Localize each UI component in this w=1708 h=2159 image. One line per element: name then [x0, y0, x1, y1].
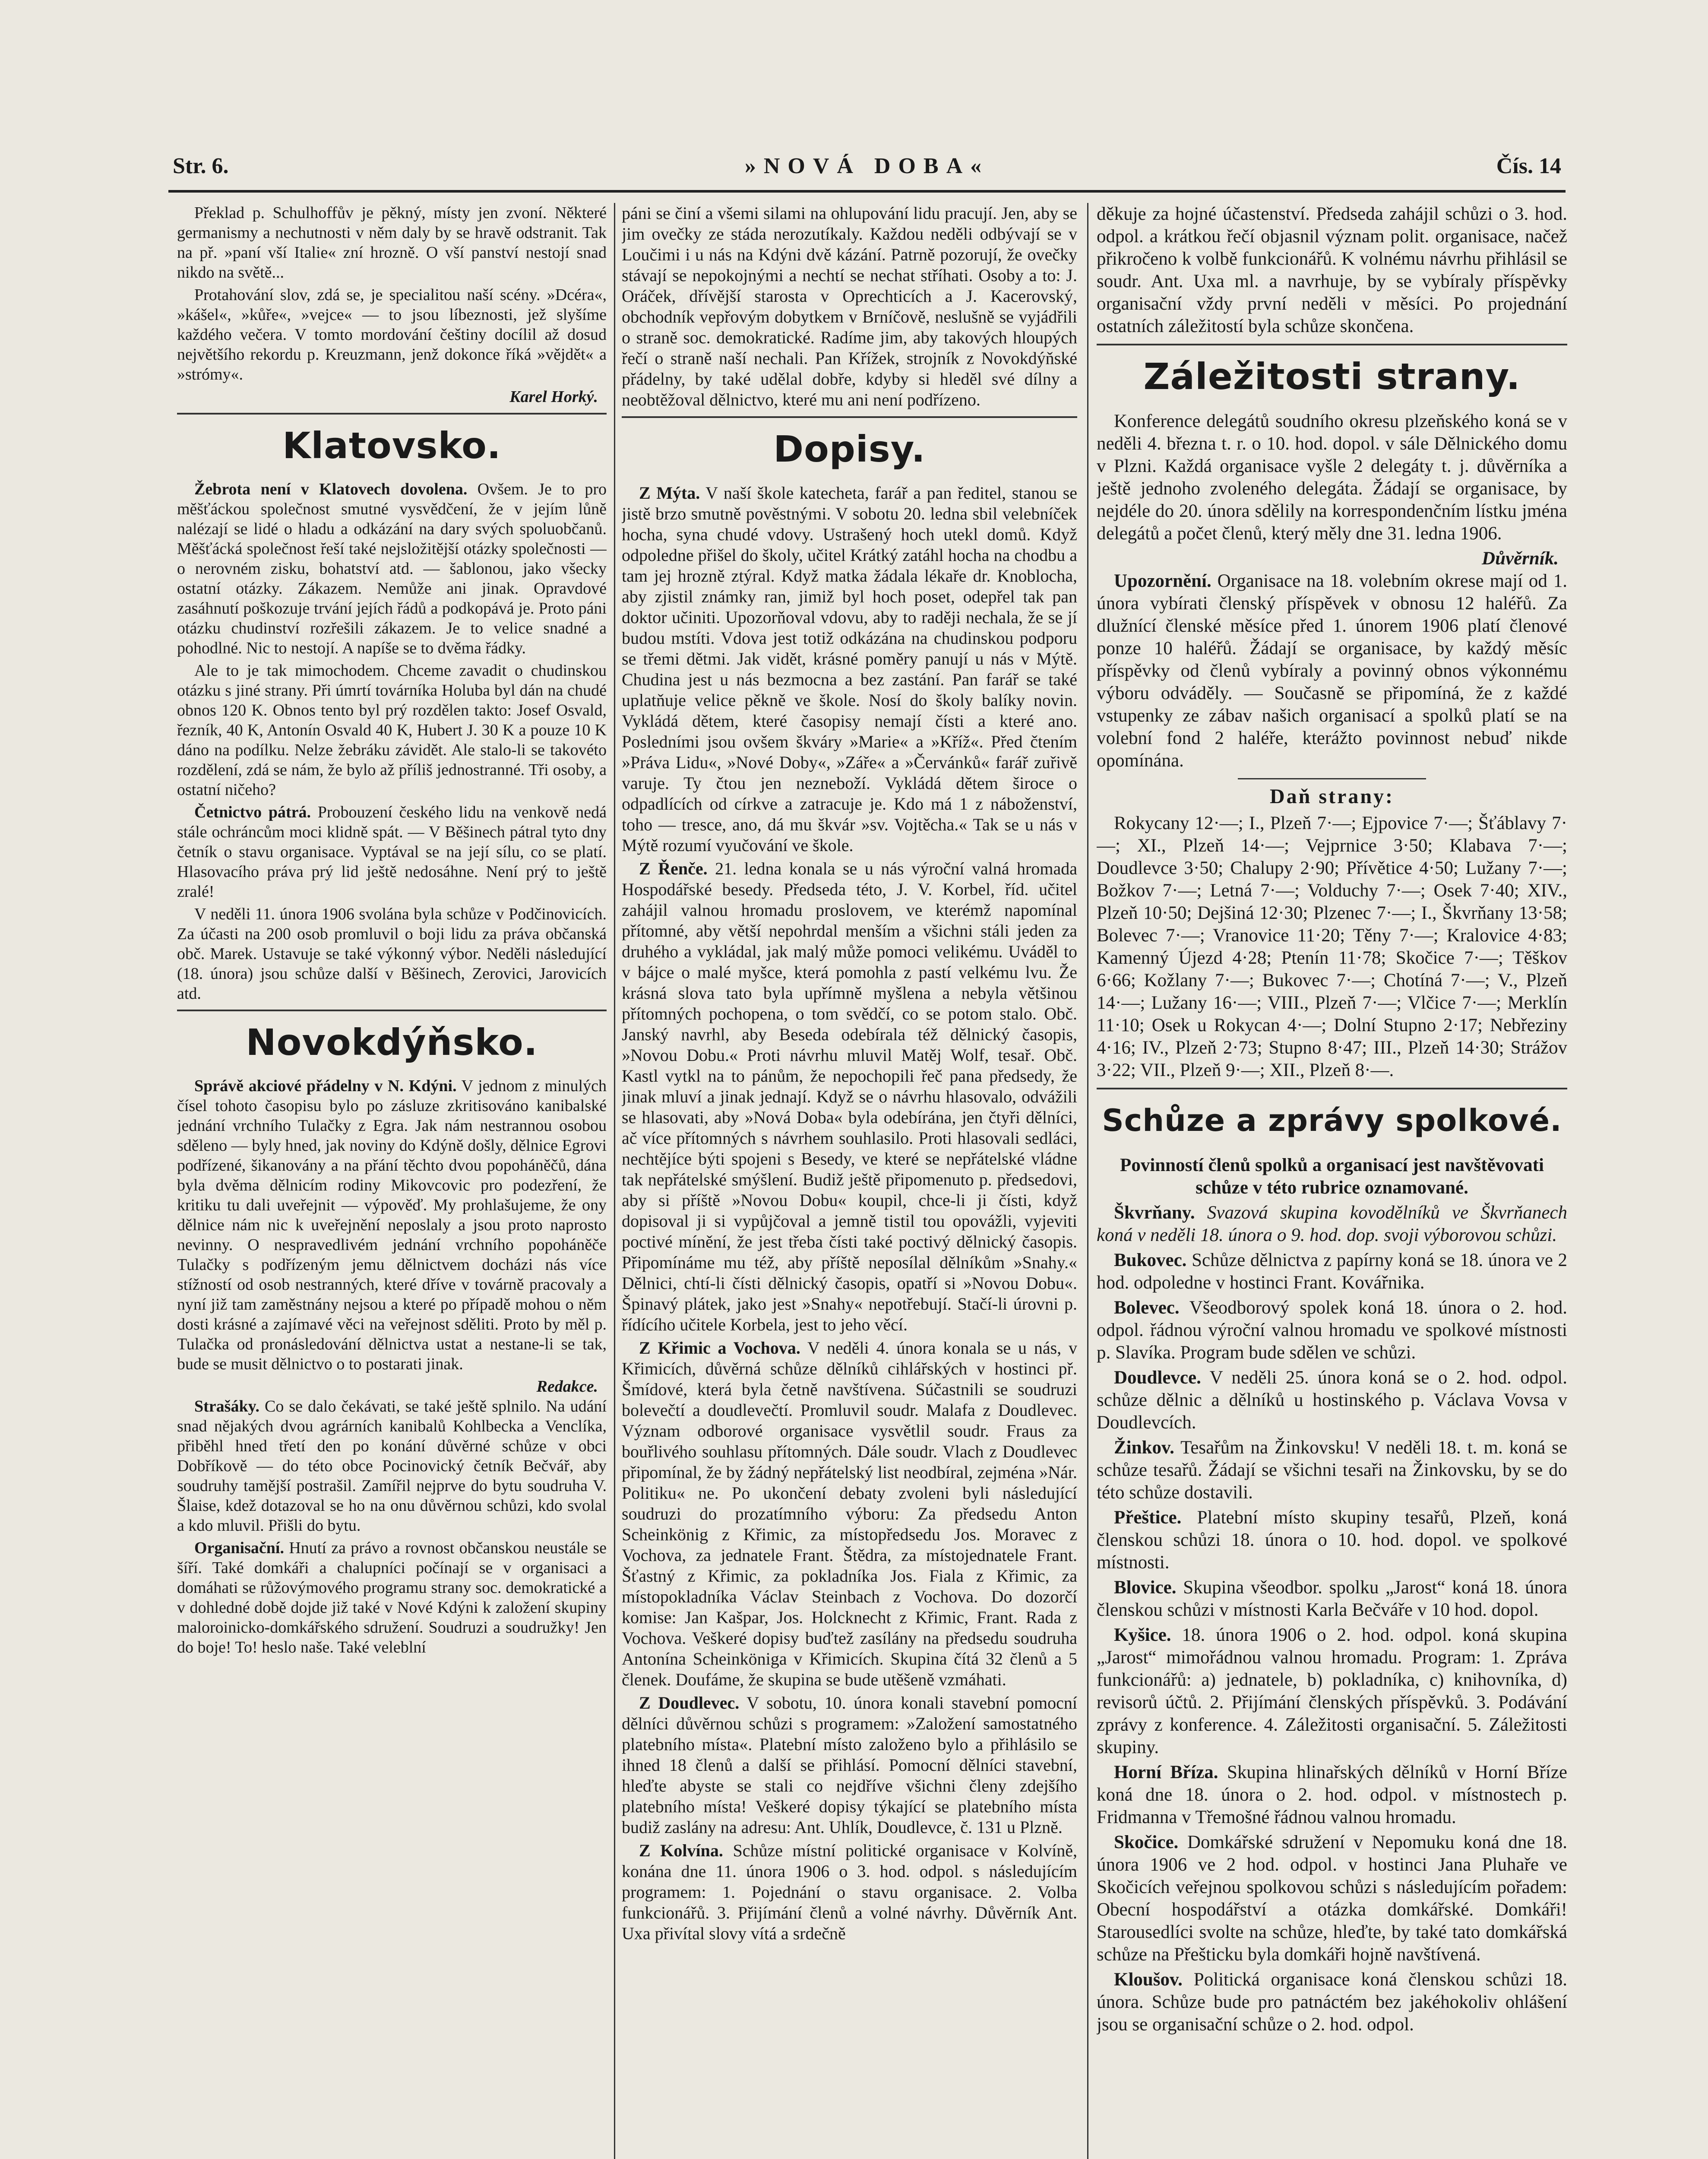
article-text: Ovšem. Je to pro měšťáckou společnost smutné vysvědčení, že v jejím lůně nalézají se lidé o hladu a odkázání na dary svých spoluobčanů. Měšťácká společnost řeší také nejsložitější otázky společnosti — o nerovném zisku, bohatství atd. — šablonou, jako všecky ostatní otázky. Zákazem. Nemůže ani jinak. Opravdové zasáhnutí poškozuje trvání jejích řádů a podkopává je. Proto páni otázku chudinství rozřešili zákazem. Je to velice snadné a pohodlné. Nic to nestojí. A napíše se to dvěma řádky.	[177, 480, 607, 657]
meeting-notice	[1097, 1249, 1567, 1294]
meeting-notice	[1097, 1202, 1567, 1247]
meeting-text: Politická organisace koná členskou schůzi 18. února. Schůze bude pro patnáctém bez jakéhokoliv ohlášení jsou se organisační schůze o 2. hod. odpol.	[1097, 1969, 1567, 2035]
letter-place: Z Řenče.	[639, 859, 708, 878]
article-text: Hnutí za právo a rovnost občanskou neustále se šíří. Také domkáři a chalupníci počínají se v organisaci a domáhati se růžovýmového programu strany soc. demokratické a v dohledné době dojde již také v Nové Kdýni k založení skupiny maloroinicko-domkářského sdružení. Soudruzi a soudružky! Jen do boje! To! heslo naše. Také veleblní	[177, 1539, 607, 1656]
page-header	[173, 153, 1561, 192]
article-lead: Žebrota není v Klatovech dovolena.	[194, 480, 468, 498]
meeting-place: Kyšice.	[1114, 1625, 1171, 1645]
letter-text: Schůze místní politické organisace v Kolvíně, konána dne 11. února 1906 o 3. hod. odpol. s následujícím programem: 1. Pojednání o stavu organisace. 2. Volba funkcionářů. 3. Přijímání členů a volné návrhy. Důvěrník Ant. Uxa přivítal slovy vítá a srdečně	[622, 1841, 1077, 1943]
meeting-text: Tesařům na Žinkovsku! V neděli 18. t. m. koná se schůze tesařů. Žádají se všichni tesaři na Žinkovsku, by se do této schůze dostavili.	[1097, 1437, 1567, 1503]
column-1	[177, 203, 607, 2159]
letter-paragraph	[622, 1338, 1077, 1690]
letter-paragraph	[622, 483, 1077, 856]
meeting-notice	[1097, 1577, 1567, 1621]
letter-place: Z Křimic a Vochova.	[639, 1338, 800, 1358]
article-paragraph	[177, 1076, 607, 1374]
editor-signature: Redakce.	[536, 1377, 598, 1396]
article-lead: Organisační.	[194, 1539, 284, 1557]
article-lead: Správě akciové přádelny v N. Kdýni.	[194, 1077, 457, 1095]
meeting-notice	[1097, 1624, 1567, 1759]
section-heading-zalezitosti: Záležitosti strany.	[1143, 355, 1521, 398]
meeting-place: Žinkov.	[1114, 1437, 1174, 1458]
meeting-text: Svazová skupina kovodělníků ve Škvrňanech koná v neděli 18. února o 9. hod. dop. svoji výborovou schůzi.	[1097, 1203, 1567, 1245]
article-paragraph	[177, 1538, 607, 1657]
section-separator	[177, 1010, 607, 1011]
article-lead: Strašáky.	[194, 1397, 259, 1415]
article-paragraph: páni se činí a všemi silami na ohlupování lidu pracují. Jen, aby se jim ovečky ze stáda nerozutíkaly. Každou neděli odbývají se v Loučimi i u nás na Kdýni dvě kázání. Patrně pozorují, že ovečky stávají se nepokojnými a nechtí se nechat stříhati. Osoby a to: J. Oráček, dřívější starosta v Oprechticích a J. Kacerovský, obchodník vepřovým dobytkem v Brníčově, neslušně se vyjádřili o straně soc. demokratické. Radíme jim, aby takových hloupých řečí o straně naší nechali. Pan Křížek, strojník z Novokdýňské přádelny, by také udělal dobře, kdyby si hleděl své dílny a neobtěžoval dělnictvo, které mu ani není podřízeno.	[622, 203, 1077, 409]
column-divider	[614, 203, 615, 2159]
meeting-notice	[1097, 1367, 1567, 1434]
section-separator	[1097, 1088, 1567, 1089]
notice-paragraph: Konference delegátů soudního okresu plzeňského koná se v neděli 4. března t. r. o 10. hod. dopol. v sále Dělnického domu v Plzni. Každá organisace vyšle 2 delegáty t. j. důvěrníka a ještě jednoho zvoleného delegáta. Žádají se organisace, by nejdéle do 20. února sdělily na korrespondenčním lístku jména delegátů a počet členů, který měly dne 31. ledna 1906.	[1097, 411, 1567, 544]
page-number: Str. 6.	[173, 154, 229, 178]
letter-text: V neděli 4. února konala se u nás, v Křimicích, důvěrná schůze dělníků cihlářských v hostinci př. Šmídové, která byla četně navštívena. Súčastnili se soudruzi bolevečtí a doudlevečtí. Promluvil soudr. Malafa z Doudlevec. Význam odborové organisace vysvětlil soudr. Fraus za bouřlivého souhlasu přítomných. Dále soudr. Vlach z Doudlevec připomínal, že by žádný nepřátelský list neodbíral, zejména »Nár. Politiku« ne. Po ukončení debaty zvoleni byli následující soudruzi do prozatímního výboru: Za předsedu Anton Scheinkönig z Křimic, za místopředsedu Jos. Moravec z Vochova, za jednatele Frant. Štědra, za místojednatele Frant. Šťastný z Křimic, za pokladníka Jos. Fiala z Křimic, za místopokladníka Václav Steinbach z Vochova. Do dozorčí komise: Jan Kašpar, Jos. Holcknecht z Křimic, Frant. Rada z Vochova. Veškeré dopisy buďtež zasílány na předsedu soudruha Antonína Scheinköniga v Křimicích. Skupina čítá 32 členů a 5 členek. Doufáme, že skupina se bude utěšeně vzmáhati.	[622, 1338, 1077, 1689]
meeting-text: Domkářské sdružení v Nepomuku koná dne 18. února 1906 ve 2 hod. odpol. v hostinci Jana Pluhaře ve Skočicích veřejnou spolkovou schůzi s následujícím pořadem: Obecní hospodářství a otázka domkářské. Domkáři! Starousedlíci svolte na schůze, hleďte, by také tato domkářská schůze na Přešticku byla domkáři hojně navštívená.	[1097, 1832, 1567, 1965]
article-paragraph: děkuje za hojné účastenství. Předseda zahájil schůzi o 3. hod. odpol. a krátkou řečí objasnil význam polit. organisace, načež přikročeno k volbě funkcionářů. K volnému návrhu přihlásil se soudr. Ant. Uxa ml. a navrhuje, by se vybíraly příspěvky organisační vždy první neděli v měsíci. Po projednání ostatních záležitostí byla schůze skončena.	[1097, 204, 1567, 336]
article-lead: Četnictvo pátrá.	[194, 803, 311, 821]
article-paragraph: Ale to je tak mimochodem. Chceme zavadit o chudinskou otázku s jiné strany. Při úmrtí továrníka Holuba byl dán na chudé obnos 120 K. Obnos tento byl prý rozdělen takto: Josef Osvald, řezník, 40 K, Antonín Osvald 40 K, Hubert J. 30 K a pouze 10 K dáno na podílku. Nelze žebráku závidět. Ale stalo-li se takovéto rozdělení, zdá se nám, že bylo až příliš jednostranné. Tři osoby, a ostatní ničeho?	[177, 662, 607, 799]
meetings-intro: Povinností členů spolků a organisací jest navštěvovati schůze v této rubrice oznamované.	[1120, 1155, 1544, 1198]
meeting-text: Platební místo skupiny tesařů, Plzeň, koná členskou schůzi 18. února o 10. hod. dopol. ve spolkové místnosti.	[1097, 1507, 1567, 1573]
column-divider	[1087, 203, 1088, 2159]
meeting-notice	[1097, 1437, 1567, 1504]
newspaper-title: »NOVÁ DOBA«	[744, 154, 990, 178]
section-separator	[622, 416, 1077, 418]
meeting-notice	[1097, 1969, 1567, 2036]
article-paragraph	[177, 1396, 607, 1535]
letter-paragraph	[622, 1840, 1077, 1944]
letter-place: Z Kolvína.	[639, 1841, 723, 1860]
meeting-place: Přeštice.	[1114, 1507, 1182, 1528]
meeting-place: Škvrňany.	[1114, 1203, 1195, 1223]
meeting-place: Blovice.	[1114, 1577, 1177, 1598]
short-separator	[1238, 778, 1426, 779]
article-text: Co se dalo čekávati, se také ještě splnilo. Na udání snad nějakých dvou agrárních kanibalů Kohlbecka a Venclíka, přiběhl hned třetí den po konání důvěrné schůze v obci Dobříkově — do této obce Pocinovický četník Bečvář, aby soudruhy tamější postrašil. Zamířil nejprve do bytu soudruha V. Šlaise, kdež dotazoval se ho na onu důvěrnou schůzi, kdo svolal a kdo mluvil. Přišli do bytu.	[177, 1397, 607, 1535]
column-2	[622, 203, 1077, 2159]
section-separator	[177, 413, 607, 415]
meeting-notice	[1097, 1831, 1567, 1966]
meeting-notice	[1097, 1507, 1567, 1574]
meeting-text: Schůze dělnictva z papírny koná se 18. února ve 2 hod. odpoledne v hostinci Frant. Kovářnika.	[1097, 1250, 1567, 1293]
letter-text: 21. ledna konala se u nás výroční valná hromada Hospodářské besedy. Předseda této, J. V. Korbel, říd. učitel zahájil valnou hromadu proslovem, ve kterémž napomínal přítomné, aby větší nepohrdal menším a všichni stáli jeden za druhého a vykládal, jak malý může pomoci velikému. Uváděl to v bájce o malé myšce, která pomohla z pastí velkému lvu. Že krásná slova tato byla upřímně myšlena a nebyla většinou přítomných pochopena, o tom svědčí, co se potom stalo. Obč. Janský navrhl, aby Beseda odebírala též dělnický časopis, »Novou Dobu.« Proti návrhu mluvil Matěj Wolf, tesař. Obč. Kastl vytkl na to pánům, že nepochopili řeč pana předsedy, že jinak mluví a jinak jednají. Když se o návrhu hlasovalo, odvážili se hlasovati, aby »Nová Doba« byla odebírána, jen čtyři dělníci, ač více přítomných s návrhem souhlasilo. Proti hlasovali sedláci, nechtějíce býti spojeni s Besedy, ve které se nepřátelské vládne tak nepřátelské smýšlení. Budiž ještě připomenuto p. předsedovi, aby si příště »Novou Dobu« koupil, chce-li ji čísti, když dopisoval ji si vypůjčoval a jemně tistil tou opovážli, vyjeviti poctivé mínění, že jest třeba čísti také poctivý dělnický časopis. Připomínáme mu též, aby příště neposílal dělníkům »Snahy.« Dělnici, chtí-li čísti dělnický časopis, opatří si »Novou Dobu«. Špinavý plátek, jako jest »Snahy« nepotřebují. Stačí-li úrovni p. řídícího učitele Korbela, jest to jeho věcí.	[622, 859, 1077, 1334]
meeting-place: Bukovec.	[1114, 1250, 1187, 1270]
section-separator	[1097, 344, 1567, 345]
notice-signature: Důvěrník.	[1482, 548, 1559, 569]
tax-heading: Daň strany:	[1269, 785, 1394, 808]
meeting-text: Skupina všeodbor. spolku „Jarost“ koná 18. února členskou schůzi v místnosti Karla Bečváře v 10 hod. dopol.	[1097, 1577, 1567, 1620]
notice-text: Organisace na 18. volebním okrese mají od 1. února vybírati členský příspěvek v obnosu 12 haléřů. Za dlužnící členské měsíce před 1. únorem 1906 platí členové ponze 10 haléřů. Žádají se organisace, by každý měsíc příspěvky od členů vybíraly a povinný obnos výkonnému výboru odváděly. — Současně se připomíná, že z každé vstupenky ze zábav našich organisací a spolků platí se na volební fond 2 haléře, kterážto povinnost nebuď nikde opomínána.	[1097, 571, 1567, 771]
letter-paragraph	[622, 1693, 1077, 1838]
review-paragraph: Překlad p. Schulhoffův je pěkný, místy jen zvoní. Některé germanismy a nechutnosti v něm daly by se hravě odstranit. Tak na př. »paní vší Italie« zní hrozně. O vší panství nestojí snad nikdo na světě...	[177, 204, 607, 282]
letter-place: Z Doudlevec.	[639, 1693, 740, 1713]
letter-paragraph	[622, 858, 1077, 1335]
issue-number: Čís. 14	[1496, 154, 1561, 178]
letter-place: Z Mýta.	[639, 483, 700, 503]
article-paragraph	[177, 479, 607, 658]
notice-lead: Upozornění.	[1114, 571, 1211, 591]
section-heading-klatovsko: Klatovsko.	[282, 424, 501, 467]
meeting-text: Všeodborový spolek koná 18. února o 2. hod. odpol. řádnou výroční valnou hromadu ve spolkové místnosti p. Slavíka. Program bude sdělen ve schůzi.	[1097, 1298, 1567, 1363]
article-paragraph: V neděli 11. února 1906 svolána byla schůze v Podčinovicích. Za účasti na 200 osob promluvil o boji lidu za práva občanská obč. Marek. Ustavuje se také výkonný výbor. Neděli následující (18. února) jsou schůze další v Běšinech, Zerovici, Jarovicích atd.	[177, 905, 607, 1003]
letter-text: V naší škole katecheta, farář a pan ředitel, stanou se jistě brzo smutně pověstnými. V sobotu 20. ledna sbil velebníček hocha, syna chudé vdovy. Ustrašený hoch utekl domů. Když odpoledne přišel do školy, učitel Krátký zatáhl hocha na chodbu a tam jej hrozně ztýral. Když matka žádala lékaře dr. Knoblocha, aby zjistil známky ran, jimiž byl hoch poset, odepřel tak pan doktor učiniti. Upozorňoval vdovu, aby to raději nechala, že se jí budou mstíti. Vdova jest totiž odkázána na chudinskou podporu se třemi dětmi. Jak vidět, krásné poměry panují u nás v Mýtě. Chudina jest u nás bezmocna a bez zastání. Pan farář se také uplatňuje velice pěkně ve škole. Nosí do školy balíky novin. Vykládá dětem, které časopisy nemají čísti a které ano. Posledními jsou ovšem škváry »Marie« a »Kříž«. Před čtením »Práva Lidu«, »Nové Doby«, »Záře« a »Červánků« farář zuřivě varuje. Ty čtou jen nezneboží. Vykládá dětem široce o odpadlících od církve a zatracuje je. Kdo má 1 z náboženství, toho — tresce, ano, dá mu škvár »sv. Vojtěcha.« Tak se u nás v Mýtě rozumí vyučování ve škole.	[622, 483, 1077, 855]
article-text: V jednom z minulých čísel tohoto časopisu bylo po zásluze zkritisováno kanibalské jednání vrchního Tulačky z Egra. Jak nám nestrannou osobou sděleno — byly hned, jak noviny do Kdýně došly, dělnice Egrovi podřízené, šikanovány a na přání těchto dvou popoháněčů, dána byla dvěma dělnicím rodiny Mikovcovic pro podezření, že kritiku tu dali uveřejnit — výpověď. My prohlašujeme, že ony dělnice nám nic k uveřejnění neposlaly a jsou proto naprosto nevinny. O nespravedlivém jednání vrchního popoháněče Tulačky s podřízeným jemu dělnictvem docházi nás více stížností od osob nestranných, které dříve v továrně pracovaly a nyní již tam zaměstnány nejsou a které po případě mohou o něm dosti krásné a zajímavé věci na veřejnost sděliti. Proto by měl p. Tulačka od pronásledování dělnictva ustat a nestane-li se tak, bude se musit dělnictvo o to postarati jinak.	[177, 1077, 607, 1373]
tax-list: Rokycany 12·—; I., Plzeň 7·—; Ejpovice 7·—; Šťáblavy 7·—; XI., Plzeň 14·—; Vejprnice 3·50; Klabava 7·—; Doudlevce 3·50; Chalupy 2·90; Přívětice 4·50; Lužany 7·—; Božkov 7·—; Letná 7·—; Volduchy 7·—; Osek 7·40; XIV., Plzeň 10·50; Dejšiná 12·30; Plzenec 7·—; I., Škvrňany 13·58; Bolevec 7·—; Vranovice 11·20; Těny 7·—; Kralovice 4·83; Kamenný Újezd 4·28; Ptenín 11·78; Skočice 7·—; Těškov 6·66; Kožlany 7·—; Bukovec 7·—; Chotíná 7·—; V., Plzeň 14·—; Lužany 16·—; VIII., Plzeň 7·—; Vlčice 7·—; Merklín 11·10; Osek u Rokycan 4·—; Dolní Stupno 2·17; Nebřeziny 4·16; IV., Plzeň 2·73; Stupno 8·47; III., Plzeň 14·30; Strážov 3·22; VII., Plzeň 9·—; XII., Plzeň 8·—.	[1097, 813, 1567, 1080]
meeting-place: Bolevec.	[1114, 1298, 1180, 1318]
meeting-text: 18. února 1906 o 2. hod. odpol. koná skupina „Jarost“ mimořádnou valnou hromadu. Program: 1. Zpráva funkcionářů: a) jednatele, b) pokladníka, c) knihovníka, d) revisorů účtů. 2. Přijímání členských příspěvků. 3. Podávání zprávy z konference. 4. Záležitosti organisační. 5. Záležitosti skupiny.	[1097, 1625, 1567, 1757]
meeting-place: Kloušov.	[1114, 1969, 1183, 1990]
meeting-place: Doudlevce.	[1114, 1368, 1201, 1388]
author-signature: Karel Horký.	[509, 388, 598, 406]
meeting-text: V neděli 25. února koná se o 2. hod. odpol. schůze dělnic a dělníků u hostinského p. Václava Vovsa v Doudlevcích.	[1097, 1368, 1567, 1433]
article-paragraph	[177, 802, 607, 902]
section-heading-novokdynsko: Novokdýňsko.	[246, 1021, 538, 1064]
meeting-text: Skupina hlinařských dělníků v Horní Bříze koná dne 18. února o 2. hod. odpol. v místnostech p. Fridmanna v Třemošné řádnou valnou hromadu.	[1097, 1762, 1567, 1827]
review-paragraph: Protahování slov, zdá se, je specialitou naší scény. »Dcéra«, »kášel«, »kůře«, »vejce« — to jsou líbeznosti, jež slyšíme každého večera. V tomto mordování češtiny docílil až dosud největšího rekordu p. Kreuzmann, jenž dokonce říká »vějdět« a »strómy«.	[177, 286, 607, 383]
column-3	[1097, 203, 1567, 2159]
letter-text: V sobotu, 10. února konali stavební pomocní dělníci důvěrnou schůzi s programem: »Založení samostatného platebního místa«. Platební místo založeno bylo a přihlásilo se ihned 18 členů a další se přihlásí. Pomocní dělníci stavební, hleďte abyste se stali co nejdříve všichni členy zdejšího platebního místa! Veškeré dopisy týkající se platebního místa budiž zaslány na adresu: Ant. Uhlík, Doudlevce, č. 131 u Plzně.	[622, 1693, 1077, 1837]
meeting-place: Skočice.	[1114, 1832, 1179, 1852]
article-text: Probouzení českého lidu na venkově nedá stále ochráncům moci klidně spát. — V Běšinech pátral tyto dny četník o stavu organisace. Vyptával se na její sílu, co se platí. Hlasovacího práva prý lid ještě nedosáhne. Není prý to ještě zralé!	[177, 803, 607, 901]
section-heading-schuze: Schůze a zprávy spolkové.	[1102, 1103, 1562, 1138]
meeting-notice	[1097, 1297, 1567, 1364]
section-heading-dopisy: Dopisy.	[773, 428, 926, 470]
meeting-place: Horní Bříza.	[1114, 1762, 1218, 1782]
meeting-notice	[1097, 1761, 1567, 1829]
notice-paragraph	[1097, 570, 1567, 772]
